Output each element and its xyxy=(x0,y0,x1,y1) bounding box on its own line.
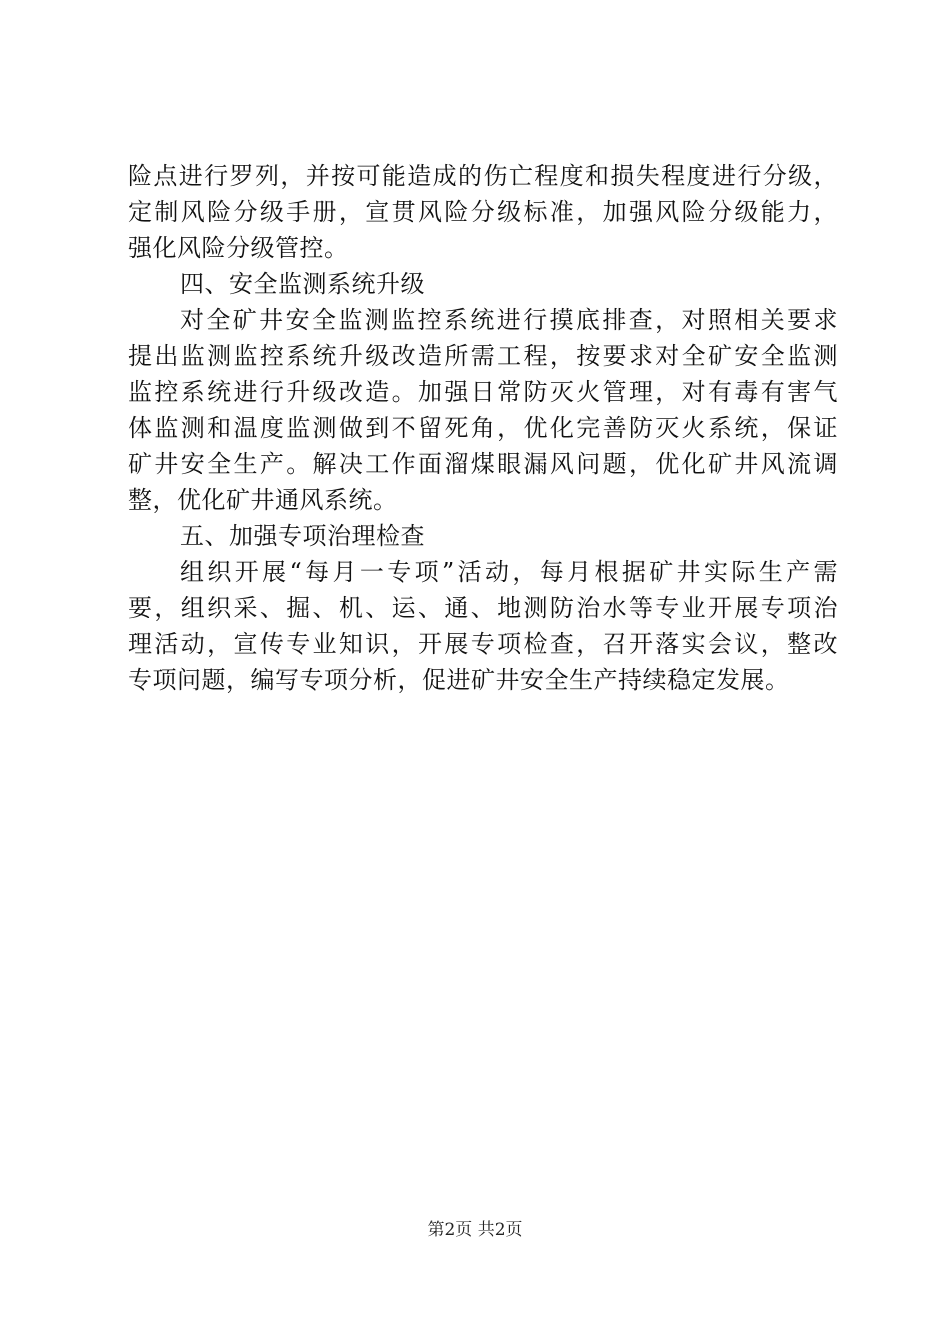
paragraph-line: 矿井安全生产。解决工作面溜煤眼漏风问题，优化矿井风流调 xyxy=(128,450,838,478)
paragraph-line: 提出监测监控系统升级改造所需工程，按要求对全矿安全监测 xyxy=(128,342,838,370)
section-heading: 四、安全监测系统升级 xyxy=(180,270,425,298)
paragraph-line: 险点进行罗列，并按可能造成的伤亡程度和损失程度进行分级， xyxy=(128,162,838,190)
paragraph-line: 要，组织采、掘、机、运、通、地测防治水等专业开展专项治 xyxy=(128,594,838,622)
paragraph-line: 强化风险分级管控。 xyxy=(128,234,349,262)
paragraph-line: 对全矿井安全监测监控系统进行摸底排查，对照相关要求 xyxy=(180,306,838,334)
page-footer: 第2页 共2页 xyxy=(427,1220,523,1240)
document-body xyxy=(128,158,838,698)
paragraph-line: 整，优化矿井通风系统。 xyxy=(128,486,398,514)
paragraph-line: 专项问题，编写专项分析，促进矿井安全生产持续稳定发展。 xyxy=(128,666,790,694)
paragraph-line: 体监测和温度监测做到不留死角，优化完善防灭火系统，保证 xyxy=(128,414,838,442)
section-heading: 五、加强专项治理检查 xyxy=(180,522,425,550)
paragraph-line: 组织开展“每月一专项”活动，每月根据矿井实际生产需 xyxy=(180,558,838,586)
paragraph-line: 定制风险分级手册，宣贯风险分级标准，加强风险分级能力， xyxy=(128,198,838,226)
paragraph-line: 监控系统进行升级改造。加强日常防灭火管理，对有毒有害气 xyxy=(128,378,838,406)
paragraph-line: 理活动，宣传专业知识，开展专项检查，召开落实会议，整改 xyxy=(128,630,838,658)
